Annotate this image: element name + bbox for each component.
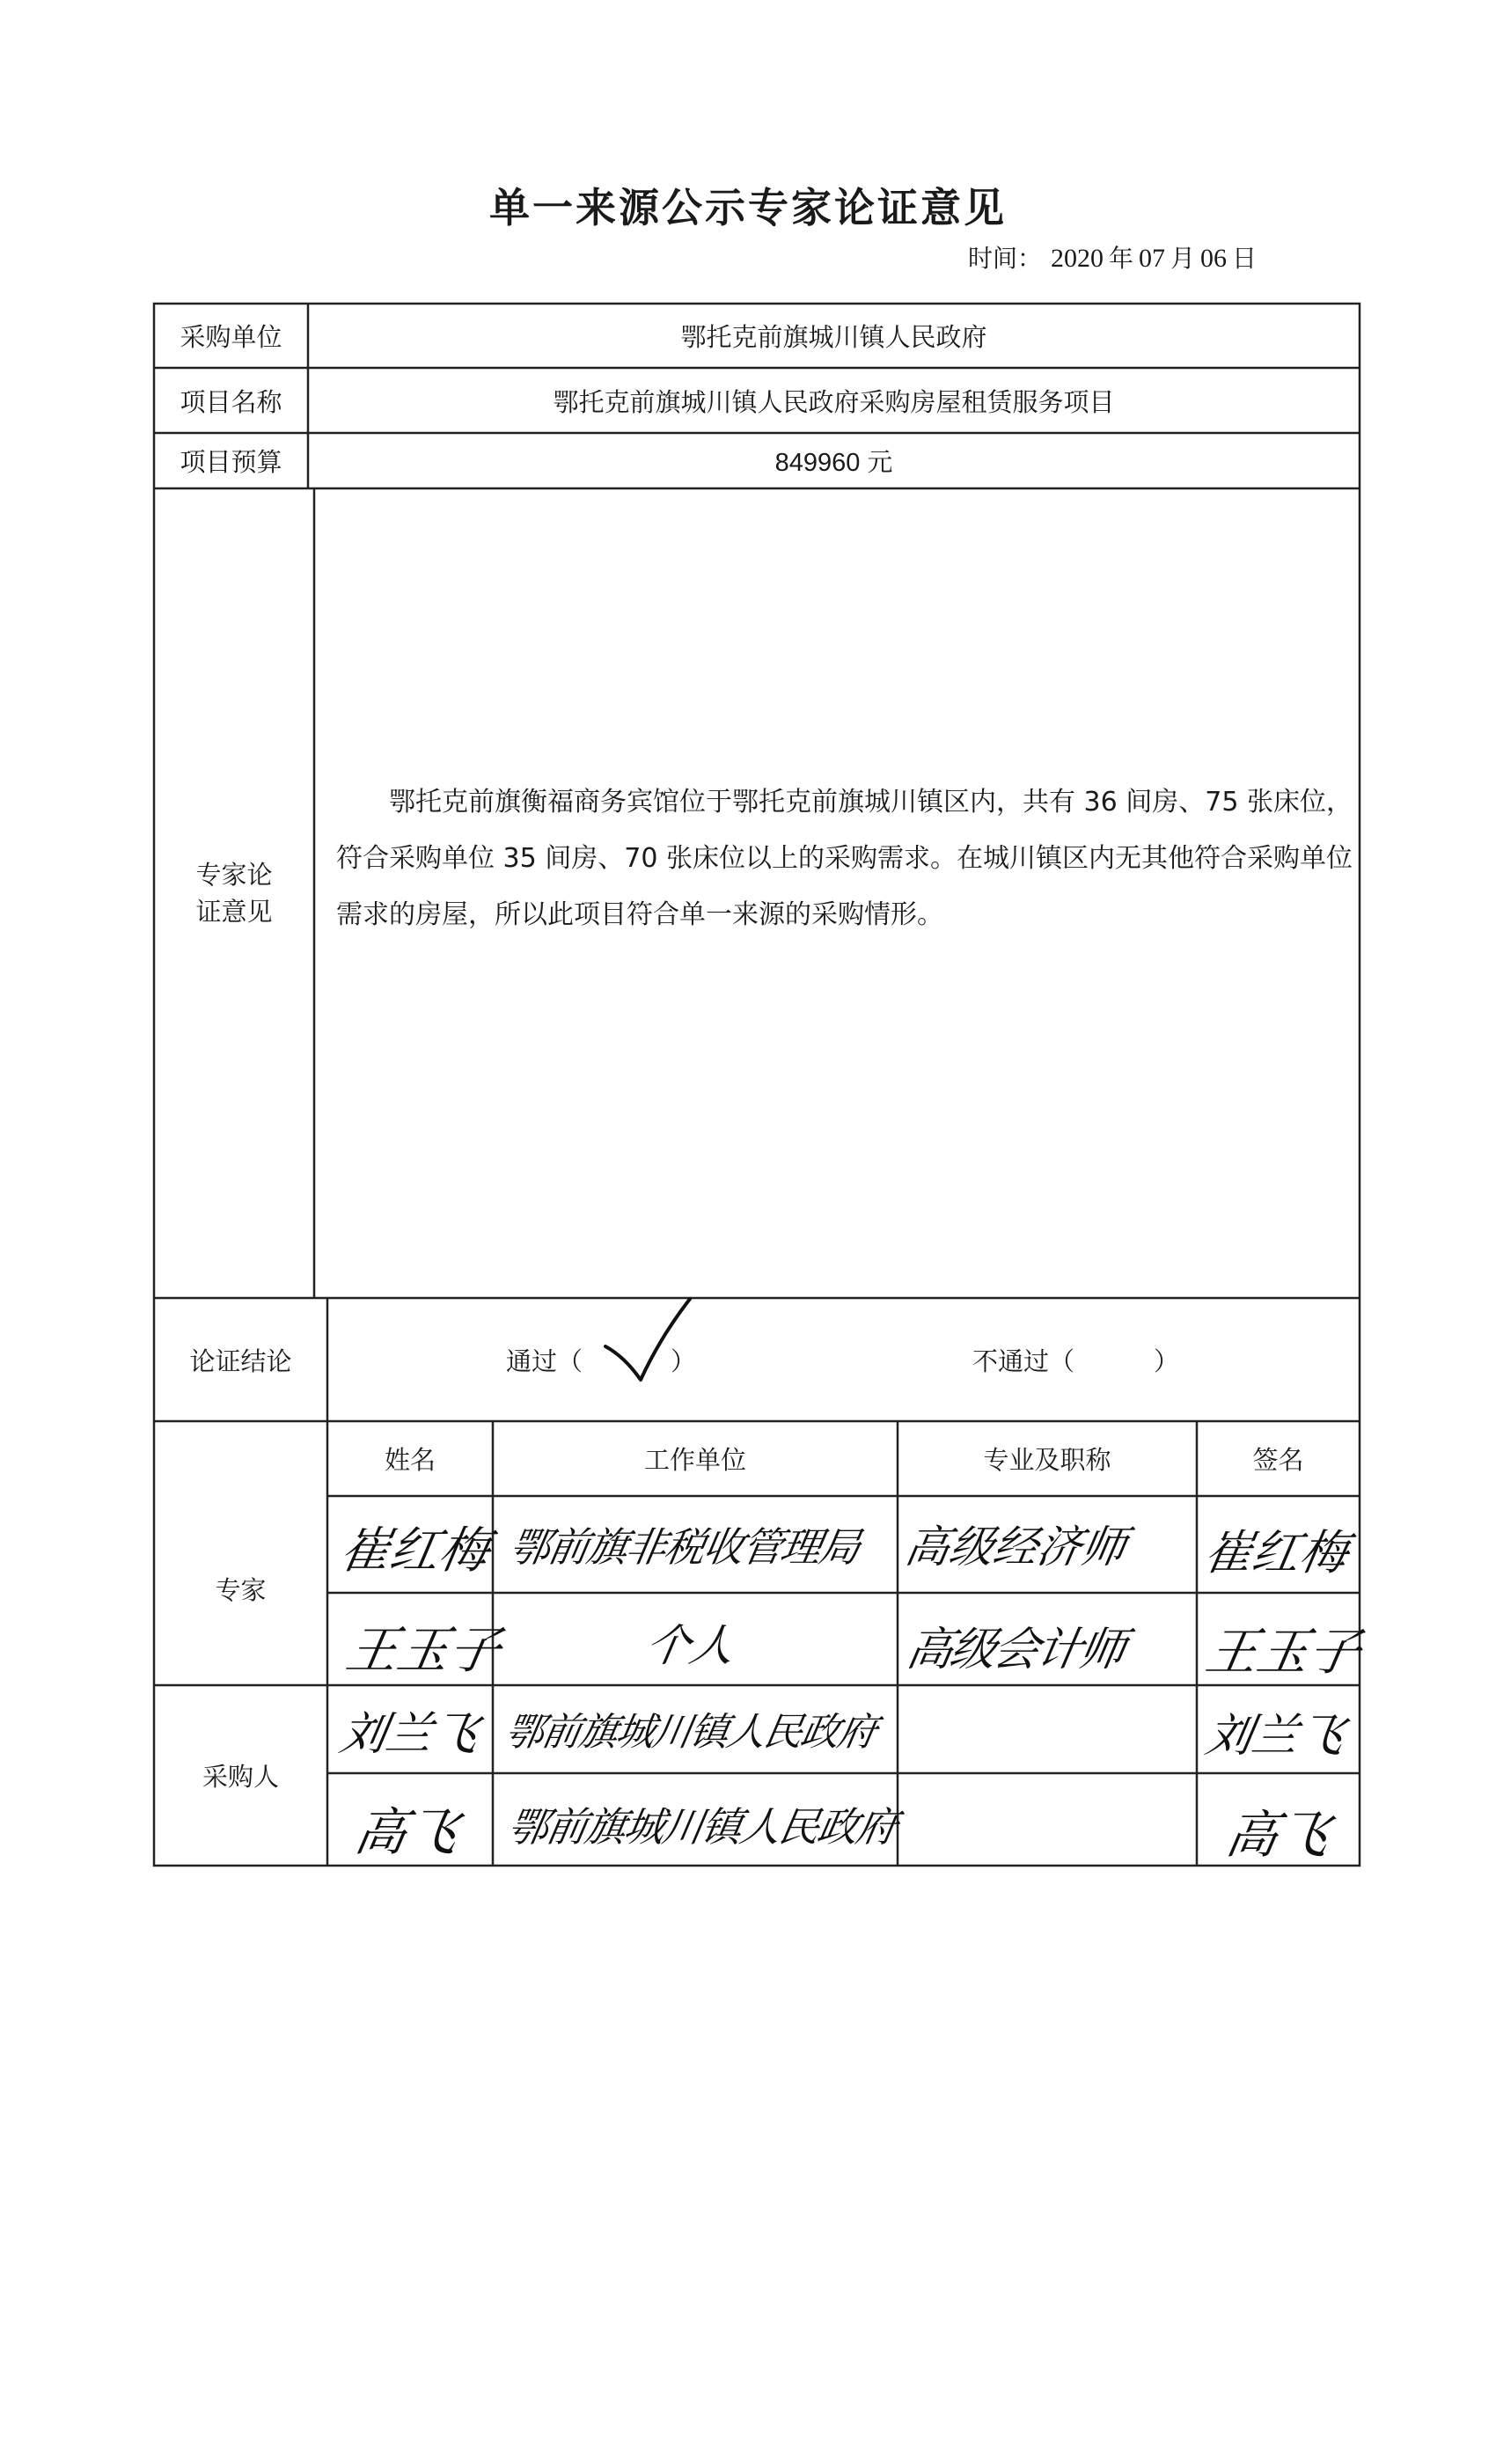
buyer1-name-signature: 刘兰飞 <box>335 1708 483 1761</box>
expert2-title-signature: 高级会计师 <box>902 1624 1128 1676</box>
check-mark-icon <box>598 1294 695 1390</box>
fail-label: 不通过（ <box>972 1346 1075 1376</box>
buyer1-sign-signature: 刘兰飞 <box>1201 1710 1349 1763</box>
date-month-unit: 月 <box>1170 244 1196 273</box>
project-name-value: 鄂托克前旗城川镇人民政府采购房屋租赁服务项目 <box>553 386 1115 417</box>
date-label: 时间： <box>968 244 1043 273</box>
expert2-sign-signature: 王玉子 <box>1201 1622 1366 1682</box>
date-month: 07 <box>1139 244 1166 273</box>
date-day-unit: 日 <box>1232 244 1258 273</box>
project-name-label: 项目名称 <box>180 386 282 417</box>
expert1-title-signature: 高级经济师 <box>901 1522 1131 1573</box>
purchaser-group-label: 采购人 <box>202 1762 279 1792</box>
buyer1-unit-signature: 鄂前旗城川镇人民政府 <box>501 1710 879 1755</box>
buyer2-sign-signature: 高飞 <box>1221 1805 1335 1865</box>
pass-close: ） <box>671 1346 697 1376</box>
expert2-name-signature: 王玉子 <box>341 1620 506 1680</box>
expert1-sign-signature: 崔红梅 <box>1199 1525 1353 1580</box>
date-year: 2020 <box>1051 244 1104 273</box>
expert1-name-signature: 崔红梅 <box>335 1522 494 1580</box>
col-signature-header: 签名 <box>1252 1445 1304 1475</box>
fail-close: ） <box>1154 1346 1180 1376</box>
pass-label: 通过（ <box>506 1346 583 1376</box>
col-title-header: 专业及职称 <box>983 1445 1111 1475</box>
opinion-label-line2: 证意见 <box>195 897 273 927</box>
col-unit-header: 工作单位 <box>643 1445 746 1475</box>
buyer2-name-signature: 高飞 <box>350 1802 464 1862</box>
budget-value: 849960 元 <box>774 449 893 477</box>
opinion-label-line1: 专家论 <box>195 860 273 890</box>
opinion-text: 鄂托克前旗衡福商务宾馆位于鄂托克前旗城川镇区内，共有 36 间房、75 张床位，符合采购单位 35 间房、70 张床位以上的采购需求。在城川镇区内无其他符合采购单位需求的房屋，所以此项目符合单一来源的采购情形。 <box>336 787 1353 930</box>
col-name-header: 姓名 <box>384 1445 436 1475</box>
purchaser-label: 采购单位 <box>180 322 282 352</box>
date-day: 06 <box>1200 244 1228 273</box>
date-year-unit: 年 <box>1109 244 1134 273</box>
expert2-unit-signature: 个人 <box>642 1620 739 1671</box>
opinion-label <box>154 845 314 942</box>
buyer2-unit-signature: 鄂前旗城川镇人民政府 <box>503 1803 900 1851</box>
fail-option <box>972 1338 1179 1382</box>
experts-group-label: 专家 <box>215 1574 267 1605</box>
document-title: 单一来源公示专家论证意见 <box>489 184 1007 231</box>
budget-label: 项目预算 <box>180 447 282 477</box>
expert1-unit-signature: 鄂前旗非税收管理局 <box>505 1523 863 1571</box>
conclusion-label: 论证结论 <box>189 1346 292 1376</box>
purchaser-value: 鄂托克前旗城川镇人民政府 <box>680 322 987 352</box>
